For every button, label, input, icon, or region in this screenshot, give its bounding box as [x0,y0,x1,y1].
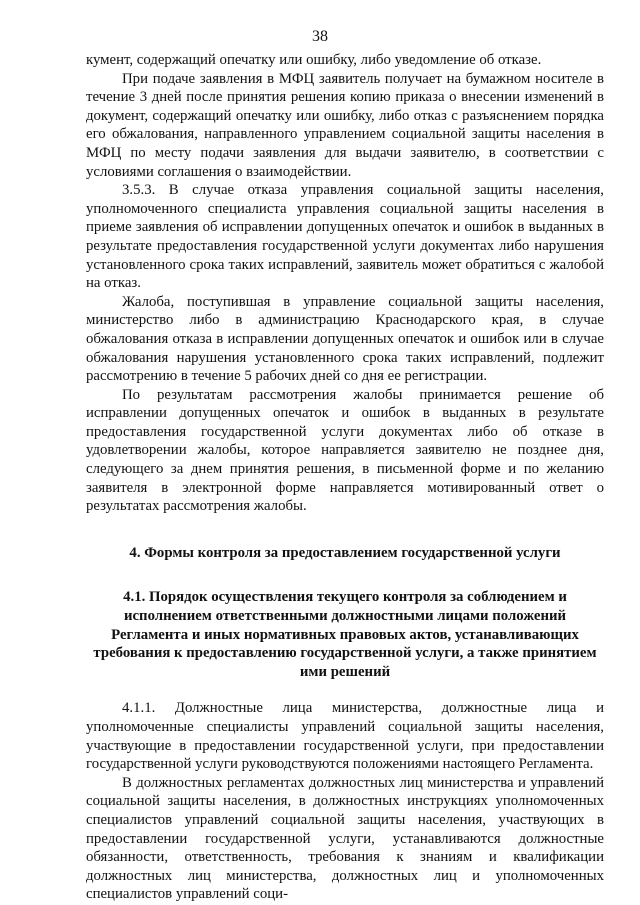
spacer [86,562,604,588]
page-content [86,51,604,904]
paragraph-job-regulations: В должностных регламентах должностных лиц министерства и управлений социальной защиты населения, в должностных инструкциях уполномоченных специалистов управлений социальной защиты населения, участвующих в предоставлении государственной услуги, устанавливаются должностные обязанности, ответственность, требования к знаниям и квалификации должностных лиц министерства, должностных лиц и уполномоченных специалистов управлений соци- [86,774,604,903]
section-4-heading: 4. Формы контроля за предоставлением государственной услуги [129,544,561,561]
paragraph-continuation: кумент, содержащий опечатку или ошибку, либо уведомление об отказе. [86,52,542,68]
paragraph-4-1-1: 4.1.1. Должностные лица министерства, должностные лица и уполномоченные специалисты управлений социальной защиты населения, участвующие в предоставлении государственной услуги, при предоставлении государственной услуги руководствуются положениями настоящего Регламента. [86,700,604,773]
spacer [86,516,604,544]
paragraph-3-5-3: 3.5.3. В случае отказа управления социальной защиты населения, уполномоченного специалиста управления социальной защиты населения в приеме заявления об исправлении допущенных опечаток и ошибок в выданных в результате предоставления государственной услуги документах либо нарушения установленного срока таких исправлений, заявитель может обратиться с жалобой на отказ. [86,182,604,292]
spacer [86,681,604,699]
paragraph-mfc-application: При подаче заявления в МФЦ заявитель получает на бумажном носителе в течение 3 дней после принятия решения копию приказа о внесении изменений в документ, содержащий опечатку или ошибку, либо отказ с разъяснением порядка его обжалования, направленного управлением социальной защиты населения в МФЦ по месту подачи заявления для выдачи заявителю, в соответствии с условиями соглашения о взаимодействии. [86,70,604,180]
section-4-1-heading: 4.1. Порядок осуществления текущего контроля за соблюдением и исполнением ответственными должностными лицами положений Регламента и иных нормативных правовых актов, устанавливающих требования к предоставлению государственной услуги, а также принятием ими решений [93,589,597,680]
paragraph-complaint: Жалоба, поступившая в управление социальной защиты населения, министерство либо в администрацию Краснодарского края, в случае обжалования отказа в исправлении допущенных опечаток и ошибок или в случае обжалования нарушения установленного срока таких исправлений, подлежит рассмотрению в течение 5 рабочих дней со дня ее регистрации. [86,293,604,385]
page-number: 38 [312,28,328,45]
paragraph-complaint-result: По результатам рассмотрения жалобы принимается решение об исправлении допущенных опечаток и ошибок в выданных в результате предоставления государственной услуги документах либо об отказе в удовлетворении жалобы, которое направляется заявителю не позднее дня, следующего за днем принятия решения, в письменной форме и по желанию заявителя в электронной форме направляется мотивированный ответ о результатах рассмотрения жалобы. [86,386,604,515]
